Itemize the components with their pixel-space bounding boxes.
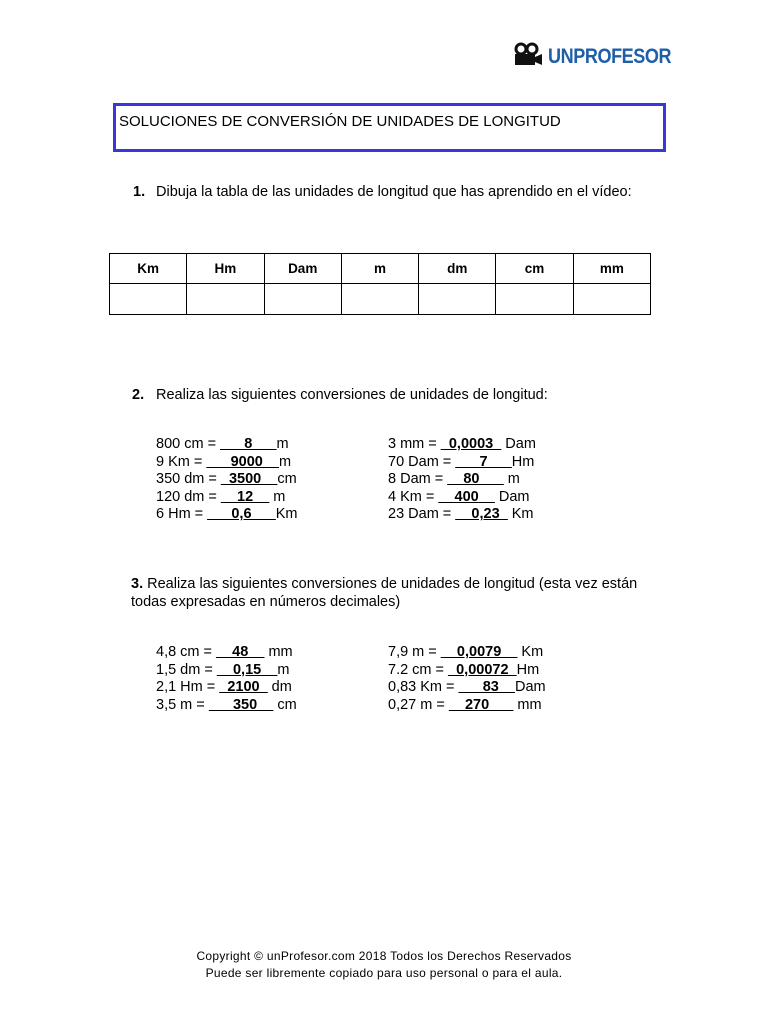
q3-block — [131, 575, 651, 611]
conversion-expression: 7,9 m = — [388, 644, 441, 660]
q1-text: Dibuja la tabla de las unidades de longitud que has aprendido en el vídeo: — [156, 184, 632, 200]
page-title: SOLUCIONES DE CONVERSIÓN DE UNIDADES DE LONGITUD — [119, 113, 561, 130]
empty-cell — [573, 284, 650, 315]
conversion-unit: dm — [267, 679, 292, 695]
conversion-unit: Hm — [511, 453, 535, 470]
conversion-answer: __48__ — [216, 644, 265, 660]
unit-cell: cm — [496, 254, 573, 284]
q3-right-conversion-row — [388, 662, 539, 680]
conversion-unit: Km — [507, 506, 534, 522]
conversion-answer: __80___ — [447, 471, 504, 487]
conversion-unit: mm — [513, 696, 542, 713]
conversion-unit: m — [503, 471, 520, 487]
unit-cell: mm — [573, 254, 650, 284]
conversion-expression: 9 Km = — [156, 453, 207, 470]
conversion-unit: cm — [277, 471, 297, 487]
conversion-answer: _3500__ — [220, 471, 278, 487]
conversion-unit: m — [276, 436, 289, 452]
conversion-answer: __270___ — [448, 696, 514, 713]
q2-left-conversion-row — [156, 471, 297, 489]
q2-left-conversion-row — [156, 489, 285, 507]
conversion-expression: 4 Km = — [388, 488, 439, 505]
units-empty-row — [110, 284, 651, 315]
q2-left-conversion-row — [156, 436, 289, 454]
unit-cell: m — [341, 254, 418, 284]
q3-left-conversion-row — [156, 644, 293, 662]
empty-cell — [341, 284, 418, 315]
unit-cell: dm — [419, 254, 496, 284]
empty-cell — [496, 284, 573, 315]
unit-cell: Km — [110, 254, 187, 284]
q3-right-conversion-row — [388, 679, 546, 697]
unit-cell: Dam — [264, 254, 341, 284]
conversion-unit: mm — [264, 644, 293, 660]
footer-copyright: Copyright © unProfesor.com 2018 Todos los Derechos Reservados — [196, 949, 572, 963]
units-header-row — [110, 254, 651, 284]
q2-right-conversion-row — [388, 471, 520, 489]
conversion-unit: Km — [275, 506, 298, 522]
q3-right-conversion-row — [388, 644, 543, 662]
conversion-answer: __350__ — [208, 696, 274, 713]
logo — [512, 42, 691, 72]
empty-cell — [264, 284, 341, 315]
q3-left-conversion-row — [156, 697, 297, 715]
q2-left-conversion-row — [156, 506, 297, 524]
conversion-answer: _0,0003_ — [440, 436, 502, 452]
footer-license: Puede ser libremente copiado para uso personal o para el aula. — [205, 966, 563, 980]
q2-right-conversion-row — [388, 454, 534, 472]
unit-cell: Hm — [187, 254, 264, 284]
empty-cell — [187, 284, 264, 315]
conversion-expression: 70 Dam = — [388, 453, 456, 470]
conversion-expression: 1,5 dm = — [156, 661, 217, 678]
conversion-expression: 350 dm = — [156, 471, 221, 487]
title-box — [113, 103, 666, 152]
conversion-expression: 3 mm = — [388, 436, 441, 452]
q3-text: Realiza las siguientes conversiones de unidades de longitud (esta vez están todas expresadas en números decimales) — [131, 576, 638, 610]
conversion-answer: _2100_ — [219, 679, 268, 695]
logo-text: UNPROFESOR — [548, 45, 672, 68]
empty-cell — [110, 284, 187, 315]
conversion-unit: Dam — [494, 488, 530, 505]
conversion-answer: ___83__ — [458, 679, 515, 695]
conversion-expression: 0,83 Km = — [388, 679, 459, 695]
conversion-expression: 2,1 Hm = — [156, 679, 220, 695]
conversion-expression: 120 dm = — [156, 488, 221, 505]
conversion-unit: Dam — [501, 436, 536, 452]
conversion-answer: ___8___ — [220, 436, 277, 452]
conversion-expression: 7.2 cm = — [388, 661, 449, 678]
conversion-expression: 800 cm = — [156, 436, 221, 452]
empty-cell — [419, 284, 496, 315]
conversion-answer: ___7___ — [455, 453, 512, 470]
conversion-expression: 6 Hm = — [156, 506, 208, 522]
conversion-answer: __0,23_ — [455, 506, 508, 522]
conversion-answer: __0,15__ — [216, 661, 278, 678]
conversion-unit: Km — [517, 644, 544, 660]
q2-right-conversion-row — [388, 506, 534, 524]
conversion-unit: cm — [273, 696, 297, 713]
q3-number: 3. — [131, 576, 144, 592]
q2-right-conversion-row — [388, 489, 529, 507]
q1-number: 1. — [133, 184, 146, 200]
conversion-answer: __0,0079__ — [440, 644, 518, 660]
conversion-unit: Dam — [514, 679, 546, 695]
conversion-answer: __12__ — [220, 488, 270, 505]
q3-left-conversion-row — [156, 662, 289, 680]
conversion-answer: __400__ — [438, 488, 495, 505]
conversion-answer: ___0,6___ — [207, 506, 276, 522]
conversion-unit: Hm — [516, 661, 540, 678]
conversion-expression: 0,27 m = — [388, 696, 449, 713]
conversion-expression: 3,5 m = — [156, 696, 209, 713]
conversion-answer: _0,00072_ — [448, 661, 517, 678]
camera-icon — [512, 42, 544, 72]
conversion-unit: m — [277, 661, 290, 678]
conversion-expression: 4,8 cm = — [156, 644, 217, 660]
units-table — [109, 253, 651, 315]
conversion-answer: ___9000__ — [206, 453, 279, 470]
conversion-expression: 23 Dam = — [388, 506, 456, 522]
q3-left-conversion-row — [156, 679, 292, 697]
q2-right-conversion-row — [388, 436, 536, 454]
conversion-expression: 8 Dam = — [388, 471, 448, 487]
q2-left-conversion-row — [156, 454, 291, 472]
q2-text: Realiza las siguientes conversiones de unidades de longitud: — [156, 387, 548, 403]
q2-number: 2. — [132, 387, 145, 403]
conversion-unit: m — [269, 488, 286, 505]
conversion-unit: m — [278, 453, 292, 470]
q3-right-conversion-row — [388, 697, 542, 715]
